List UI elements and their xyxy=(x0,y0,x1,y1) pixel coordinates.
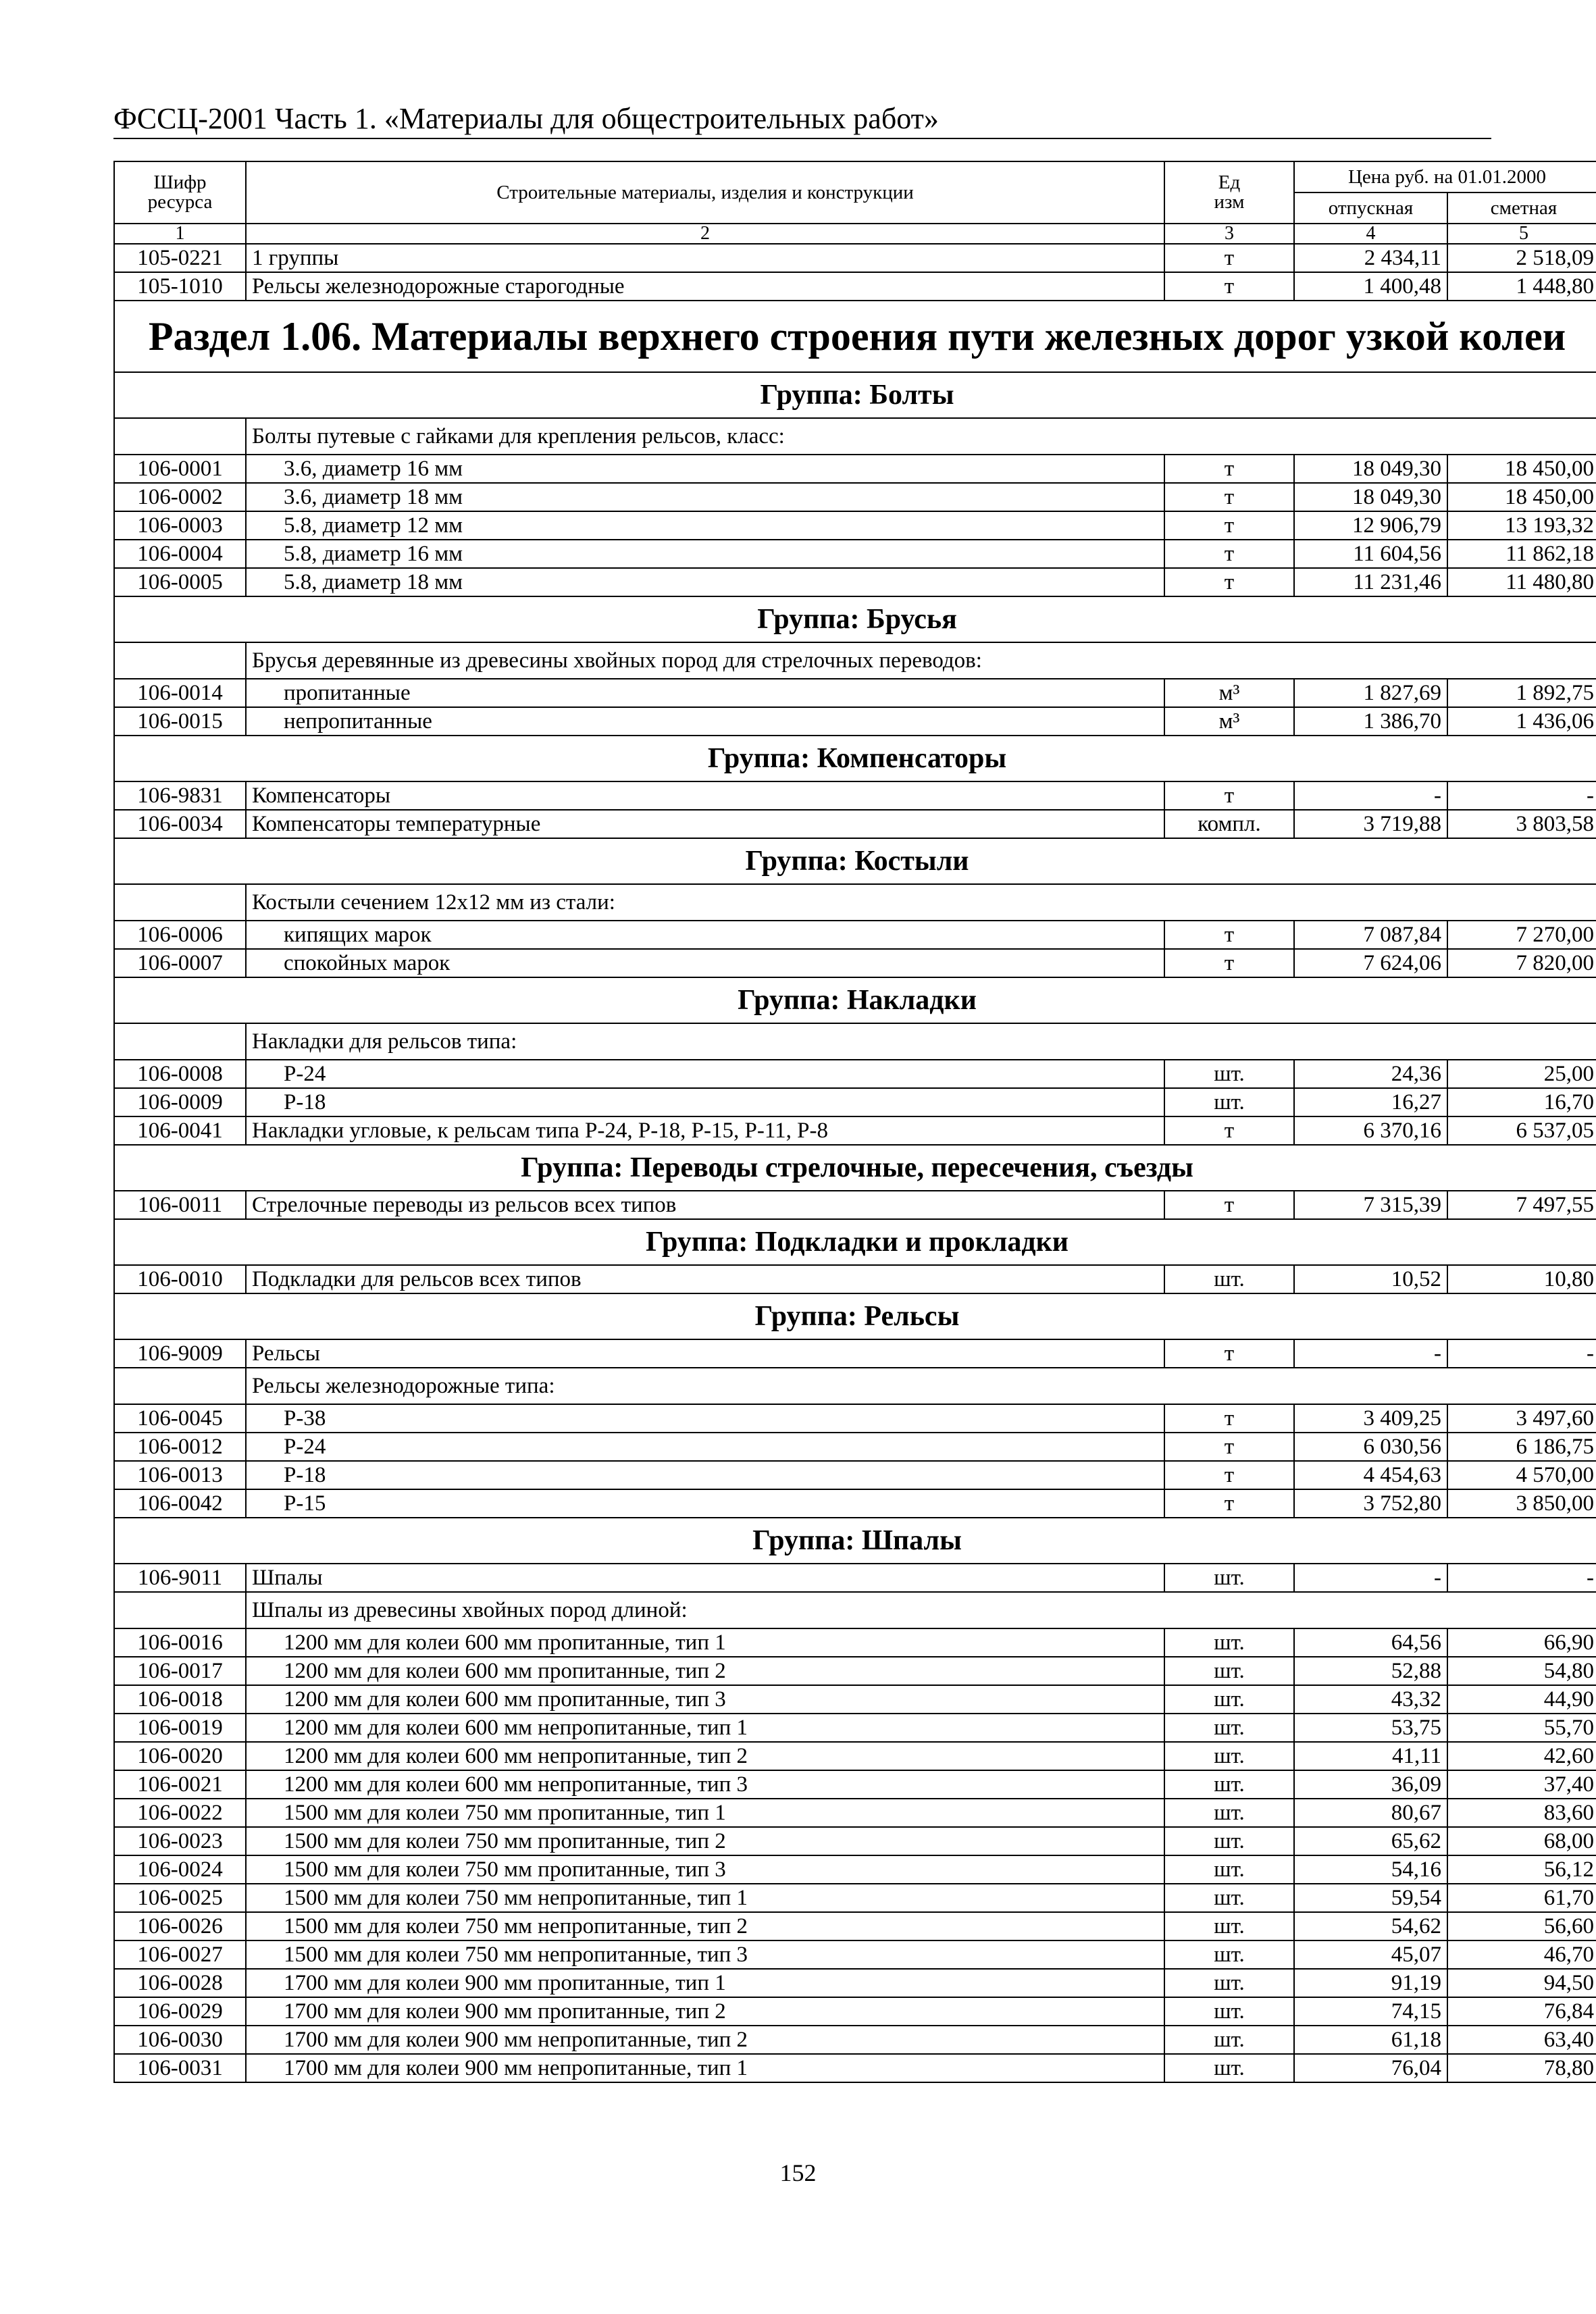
release-price-cell: 52,88 xyxy=(1294,1657,1447,1685)
name-cell: 1200 мм для колеи 600 мм пропитанные, тип 3 xyxy=(246,1685,1164,1714)
code-cell: 106-0031 xyxy=(114,2054,246,2082)
unit-cell: т xyxy=(1164,483,1294,511)
section-title: Раздел 1.06. Материалы верхнего строения пути железных дорог узкой колеи xyxy=(114,301,1596,372)
name-cell: 1700 мм для колеи 900 мм непропитанные, тип 2 xyxy=(246,2026,1164,2054)
code-cell: 106-0020 xyxy=(114,1742,246,1770)
table-row xyxy=(114,1489,1596,1518)
code-cell: 106-0010 xyxy=(114,1265,246,1293)
unit-cell: компл. xyxy=(1164,810,1294,838)
release-price-cell: 24,36 xyxy=(1294,1060,1447,1088)
table-row xyxy=(114,679,1596,707)
col-header-price: Цена руб. на 01.01.2000 xyxy=(1294,161,1596,192)
table-row xyxy=(114,949,1596,977)
code-cell: 106-0004 xyxy=(114,540,246,568)
table-row xyxy=(114,1997,1596,2026)
col-number: 2 xyxy=(246,224,1164,244)
group-title: Группа: Компенсаторы xyxy=(114,736,1596,781)
group-row xyxy=(114,1518,1596,1564)
release-price-cell: 45,07 xyxy=(1294,1940,1447,1969)
estimate-price-cell: 46,70 xyxy=(1447,1940,1596,1969)
estimate-price-cell: 1 448,80 xyxy=(1447,272,1596,301)
code-cell: 106-0019 xyxy=(114,1714,246,1742)
code-cell: 106-0026 xyxy=(114,1912,246,1940)
name-cell: 1500 мм для колеи 750 мм непропитанные, тип 3 xyxy=(246,1940,1164,1969)
col-header-code xyxy=(114,161,246,224)
group-title: Группа: Брусья xyxy=(114,596,1596,642)
estimate-price-cell: 54,80 xyxy=(1447,1657,1596,1685)
note-text: Костыли сечением 12х12 мм из стали: xyxy=(246,884,1596,921)
group-row xyxy=(114,736,1596,781)
estimate-price-cell: - xyxy=(1447,781,1596,810)
estimate-price-cell: 7 270,00 xyxy=(1447,921,1596,949)
name-cell: 3.6, диаметр 16 мм xyxy=(246,455,1164,483)
estimate-price-cell: 11 480,80 xyxy=(1447,568,1596,596)
release-price-cell: - xyxy=(1294,781,1447,810)
col-number: 3 xyxy=(1164,224,1294,244)
table-row xyxy=(114,511,1596,540)
name-cell: 1200 мм для колеи 600 мм пропитанные, тип 2 xyxy=(246,1657,1164,1685)
unit-cell: т xyxy=(1164,1489,1294,1518)
unit-cell: шт. xyxy=(1164,1770,1294,1799)
unit-cell: шт. xyxy=(1164,1657,1294,1685)
estimate-price-cell: 13 193,32 xyxy=(1447,511,1596,540)
unit-cell: шт. xyxy=(1164,1564,1294,1592)
table-row xyxy=(114,1191,1596,1219)
name-cell: кипящих марок xyxy=(246,921,1164,949)
page-number: 152 xyxy=(779,2159,817,2186)
unit-cell: т xyxy=(1164,540,1294,568)
code-cell: 106-0006 xyxy=(114,921,246,949)
code-cell: 106-0041 xyxy=(114,1116,246,1145)
name-cell: Стрелочные переводы из рельсов всех типов xyxy=(246,1191,1164,1219)
note-code-cell xyxy=(114,418,246,455)
code-cell: 106-0001 xyxy=(114,455,246,483)
name-cell: 1700 мм для колеи 900 мм пропитанные, тип 1 xyxy=(246,1969,1164,1997)
col-header-estimate: сметная xyxy=(1447,192,1596,224)
estimate-price-cell: 66,90 xyxy=(1447,1628,1596,1657)
unit-cell: шт. xyxy=(1164,1714,1294,1742)
estimate-price-cell: 3 497,60 xyxy=(1447,1404,1596,1433)
estimate-price-cell: 44,90 xyxy=(1447,1685,1596,1714)
estimate-price-cell: 6 186,75 xyxy=(1447,1433,1596,1461)
estimate-price-cell: - xyxy=(1447,1339,1596,1368)
group-title: Группа: Подкладки и прокладки xyxy=(114,1219,1596,1265)
table-row xyxy=(114,272,1596,301)
unit-cell: шт. xyxy=(1164,2054,1294,2082)
estimate-price-cell: 42,60 xyxy=(1447,1742,1596,1770)
unit-cell: шт. xyxy=(1164,1912,1294,1940)
code-cell: 106-0014 xyxy=(114,679,246,707)
release-price-cell: 2 434,11 xyxy=(1294,244,1447,272)
table-body xyxy=(114,244,1596,2082)
release-price-cell: 76,04 xyxy=(1294,2054,1447,2082)
estimate-price-cell: 76,84 xyxy=(1447,1997,1596,2026)
table-row xyxy=(114,455,1596,483)
group-title: Группа: Болты xyxy=(114,372,1596,418)
name-cell: Р-18 xyxy=(246,1088,1164,1116)
unit-cell: шт. xyxy=(1164,1884,1294,1912)
group-title: Группа: Переводы стрелочные, пересечения, съезды xyxy=(114,1145,1596,1191)
unit-cell: шт. xyxy=(1164,1088,1294,1116)
code-cell: 106-0029 xyxy=(114,1997,246,2026)
table-row xyxy=(114,707,1596,736)
code-cell: 106-9009 xyxy=(114,1339,246,1368)
code-cell: 106-0008 xyxy=(114,1060,246,1088)
col-number: 1 xyxy=(114,224,246,244)
estimate-price-cell: 61,70 xyxy=(1447,1884,1596,1912)
name-cell: Р-18 xyxy=(246,1461,1164,1489)
name-cell: Накладки угловые, к рельсам типа Р-24, Р-18, Р-15, Р-11, Р-8 xyxy=(246,1116,1164,1145)
unit-cell: шт. xyxy=(1164,1742,1294,1770)
release-price-cell: 3 719,88 xyxy=(1294,810,1447,838)
table-row xyxy=(114,1969,1596,1997)
table-row xyxy=(114,1088,1596,1116)
release-price-cell: 6 030,56 xyxy=(1294,1433,1447,1461)
name-cell: пропитанные xyxy=(246,679,1164,707)
group-title: Группа: Шпалы xyxy=(114,1518,1596,1564)
table-row xyxy=(114,1657,1596,1685)
release-price-cell: 1 400,48 xyxy=(1294,272,1447,301)
table-row xyxy=(114,810,1596,838)
estimate-price-cell: 18 450,00 xyxy=(1447,455,1596,483)
code-cell: 106-0016 xyxy=(114,1628,246,1657)
name-cell: 1200 мм для колеи 600 мм пропитанные, тип 1 xyxy=(246,1628,1164,1657)
name-cell: 1500 мм для колеи 750 мм непропитанные, тип 2 xyxy=(246,1912,1164,1940)
table-row xyxy=(114,1827,1596,1855)
table-row xyxy=(114,2054,1596,2082)
release-price-cell: 43,32 xyxy=(1294,1685,1447,1714)
section-row xyxy=(114,301,1596,372)
note-row xyxy=(114,884,1596,921)
code-cell: 106-0022 xyxy=(114,1799,246,1827)
release-price-cell: 1 386,70 xyxy=(1294,707,1447,736)
code-cell: 106-0002 xyxy=(114,483,246,511)
release-price-cell: 54,62 xyxy=(1294,1912,1447,1940)
table-row xyxy=(114,1912,1596,1940)
estimate-price-cell: 94,50 xyxy=(1447,1969,1596,1997)
code-cell: 106-0025 xyxy=(114,1884,246,1912)
unit-cell: т xyxy=(1164,455,1294,483)
price-table xyxy=(113,161,1596,2083)
unit-cell: шт. xyxy=(1164,2026,1294,2054)
code-cell: 106-0017 xyxy=(114,1657,246,1685)
group-row xyxy=(114,1145,1596,1191)
name-cell: 1700 мм для колеи 900 мм непропитанные, тип 1 xyxy=(246,2054,1164,2082)
unit-cell: шт. xyxy=(1164,1060,1294,1088)
name-cell: спокойных марок xyxy=(246,949,1164,977)
table-row xyxy=(114,1855,1596,1884)
table-row xyxy=(114,1116,1596,1145)
table-row xyxy=(114,1742,1596,1770)
code-cell: 106-0011 xyxy=(114,1191,246,1219)
estimate-price-cell: 1 436,06 xyxy=(1447,707,1596,736)
estimate-price-cell: 11 862,18 xyxy=(1447,540,1596,568)
unit-cell: м³ xyxy=(1164,679,1294,707)
release-price-cell: 10,52 xyxy=(1294,1265,1447,1293)
estimate-price-cell: - xyxy=(1447,1564,1596,1592)
release-price-cell: 1 827,69 xyxy=(1294,679,1447,707)
estimate-price-cell: 56,60 xyxy=(1447,1912,1596,1940)
unit-cell: т xyxy=(1164,511,1294,540)
note-row xyxy=(114,1592,1596,1628)
table-row xyxy=(114,1060,1596,1088)
table-row xyxy=(114,483,1596,511)
unit-cell: т xyxy=(1164,1191,1294,1219)
name-cell: 1200 мм для колеи 600 мм непропитанные, тип 3 xyxy=(246,1770,1164,1799)
table-row xyxy=(114,1714,1596,1742)
estimate-price-cell: 7 497,55 xyxy=(1447,1191,1596,1219)
unit-cell: т xyxy=(1164,949,1294,977)
col-header-unit xyxy=(1164,161,1294,224)
release-price-cell: 7 087,84 xyxy=(1294,921,1447,949)
estimate-price-cell: 37,40 xyxy=(1447,1770,1596,1799)
estimate-price-cell: 25,00 xyxy=(1447,1060,1596,1088)
release-price-cell: 74,15 xyxy=(1294,1997,1447,2026)
note-row xyxy=(114,642,1596,679)
release-price-cell: 61,18 xyxy=(1294,2026,1447,2054)
note-code-cell xyxy=(114,1592,246,1628)
note-row xyxy=(114,1368,1596,1404)
name-cell: Подкладки для рельсов всех типов xyxy=(246,1265,1164,1293)
col-header-unit-line2: изм xyxy=(1214,191,1245,213)
code-cell: 105-0221 xyxy=(114,244,246,272)
group-row xyxy=(114,1219,1596,1265)
release-price-cell: - xyxy=(1294,1564,1447,1592)
name-cell: 5.8, диаметр 18 мм xyxy=(246,568,1164,596)
note-code-cell xyxy=(114,1023,246,1060)
code-cell: 106-0005 xyxy=(114,568,246,596)
release-price-cell: 36,09 xyxy=(1294,1770,1447,1799)
table-row xyxy=(114,568,1596,596)
table-row xyxy=(114,540,1596,568)
note-code-cell xyxy=(114,1368,246,1404)
unit-cell: шт. xyxy=(1164,1827,1294,1855)
name-cell: 5.8, диаметр 16 мм xyxy=(246,540,1164,568)
unit-cell: т xyxy=(1164,1461,1294,1489)
code-cell: 106-0042 xyxy=(114,1489,246,1518)
release-price-cell: 6 370,16 xyxy=(1294,1116,1447,1145)
col-number: 5 xyxy=(1447,224,1596,244)
release-price-cell: 4 454,63 xyxy=(1294,1461,1447,1489)
table-row xyxy=(114,1404,1596,1433)
note-code-cell xyxy=(114,884,246,921)
release-price-cell: 3 409,25 xyxy=(1294,1404,1447,1433)
unit-cell: шт. xyxy=(1164,1940,1294,1969)
name-cell: 1500 мм для колеи 750 мм пропитанные, тип 2 xyxy=(246,1827,1164,1855)
unit-cell: т xyxy=(1164,921,1294,949)
note-text: Накладки для рельсов типа: xyxy=(246,1023,1596,1060)
name-cell: 1200 мм для колеи 600 мм непропитанные, тип 1 xyxy=(246,1714,1164,1742)
code-cell: 106-0007 xyxy=(114,949,246,977)
code-cell: 106-0027 xyxy=(114,1940,246,1969)
release-price-cell: 3 752,80 xyxy=(1294,1489,1447,1518)
release-price-cell: 59,54 xyxy=(1294,1884,1447,1912)
table-row xyxy=(114,1564,1596,1592)
code-cell: 106-0030 xyxy=(114,2026,246,2054)
release-price-cell: 11 231,46 xyxy=(1294,568,1447,596)
table-row xyxy=(114,1265,1596,1293)
name-cell: Компенсаторы температурные xyxy=(246,810,1164,838)
estimate-price-cell: 10,80 xyxy=(1447,1265,1596,1293)
unit-cell: шт. xyxy=(1164,1997,1294,2026)
group-title: Группа: Рельсы xyxy=(114,1293,1596,1339)
release-price-cell: - xyxy=(1294,1339,1447,1368)
estimate-price-cell: 55,70 xyxy=(1447,1714,1596,1742)
code-cell: 106-0012 xyxy=(114,1433,246,1461)
release-price-cell: 18 049,30 xyxy=(1294,483,1447,511)
name-cell: Шпалы xyxy=(246,1564,1164,1592)
note-row xyxy=(114,1023,1596,1060)
estimate-price-cell: 63,40 xyxy=(1447,2026,1596,2054)
table-row xyxy=(114,1940,1596,1969)
unit-cell: т xyxy=(1164,1433,1294,1461)
group-title: Группа: Костыли xyxy=(114,838,1596,884)
table-row xyxy=(114,244,1596,272)
release-price-cell: 12 906,79 xyxy=(1294,511,1447,540)
estimate-price-cell: 6 537,05 xyxy=(1447,1116,1596,1145)
code-cell: 106-0013 xyxy=(114,1461,246,1489)
release-price-cell: 80,67 xyxy=(1294,1799,1447,1827)
release-price-cell: 41,11 xyxy=(1294,1742,1447,1770)
estimate-price-cell: 7 820,00 xyxy=(1447,949,1596,977)
page-header-title: ФССЦ-2001 Часть 1. «Материалы для общестроительных работ» xyxy=(113,102,939,135)
name-cell: 1500 мм для колеи 750 мм пропитанные, тип 3 xyxy=(246,1855,1164,1884)
code-cell: 106-0028 xyxy=(114,1969,246,1997)
estimate-price-cell: 3 803,58 xyxy=(1447,810,1596,838)
release-price-cell: 65,62 xyxy=(1294,1827,1447,1855)
table-row xyxy=(114,1685,1596,1714)
unit-cell: т xyxy=(1164,781,1294,810)
code-cell: 106-0009 xyxy=(114,1088,246,1116)
table-row xyxy=(114,1628,1596,1657)
estimate-price-cell: 78,80 xyxy=(1447,2054,1596,2082)
unit-cell: т xyxy=(1164,272,1294,301)
note-row xyxy=(114,418,1596,455)
header-rule xyxy=(113,138,1491,139)
release-price-cell: 64,56 xyxy=(1294,1628,1447,1657)
unit-cell: шт. xyxy=(1164,1855,1294,1884)
name-cell: 1700 мм для колеи 900 мм пропитанные, тип 2 xyxy=(246,1997,1164,2026)
estimate-price-cell: 4 570,00 xyxy=(1447,1461,1596,1489)
name-cell: 3.6, диаметр 18 мм xyxy=(246,483,1164,511)
release-price-cell: 7 315,39 xyxy=(1294,1191,1447,1219)
name-cell: 5.8, диаметр 12 мм xyxy=(246,511,1164,540)
name-cell: Р-15 xyxy=(246,1489,1164,1518)
name-cell: 1500 мм для колеи 750 мм пропитанные, тип 1 xyxy=(246,1799,1164,1827)
note-text: Болты путевые с гайками для крепления рельсов, класс: xyxy=(246,418,1596,455)
code-cell: 106-0015 xyxy=(114,707,246,736)
release-price-cell: 11 604,56 xyxy=(1294,540,1447,568)
release-price-cell: 54,16 xyxy=(1294,1855,1447,1884)
group-row xyxy=(114,838,1596,884)
release-price-cell: 7 624,06 xyxy=(1294,949,1447,977)
estimate-price-cell: 56,12 xyxy=(1447,1855,1596,1884)
code-cell: 106-0018 xyxy=(114,1685,246,1714)
note-code-cell xyxy=(114,642,246,679)
estimate-price-cell: 83,60 xyxy=(1447,1799,1596,1827)
table-row xyxy=(114,921,1596,949)
col-header-release: отпускная xyxy=(1294,192,1447,224)
code-cell: 106-0045 xyxy=(114,1404,246,1433)
unit-cell: т xyxy=(1164,1404,1294,1433)
table-header xyxy=(114,161,1596,244)
note-text: Шпалы из древесины хвойных пород длиной: xyxy=(246,1592,1596,1628)
table-row xyxy=(114,1770,1596,1799)
unit-cell: шт. xyxy=(1164,1799,1294,1827)
code-cell: 106-0003 xyxy=(114,511,246,540)
unit-cell: шт. xyxy=(1164,1265,1294,1293)
code-cell: 106-0024 xyxy=(114,1855,246,1884)
release-price-cell: 91,19 xyxy=(1294,1969,1447,1997)
estimate-price-cell: 68,00 xyxy=(1447,1827,1596,1855)
group-title: Группа: Накладки xyxy=(114,977,1596,1023)
name-cell: 1500 мм для колеи 750 мм непропитанные, тип 1 xyxy=(246,1884,1164,1912)
table-row xyxy=(114,1461,1596,1489)
code-cell: 106-0023 xyxy=(114,1827,246,1855)
estimate-price-cell: 18 450,00 xyxy=(1447,483,1596,511)
name-cell: Р-38 xyxy=(246,1404,1164,1433)
unit-cell: т xyxy=(1164,1116,1294,1145)
group-row xyxy=(114,596,1596,642)
table-row xyxy=(114,1799,1596,1827)
table-row xyxy=(114,1433,1596,1461)
note-text: Брусья деревянные из древесины хвойных пород для стрелочных переводов: xyxy=(246,642,1596,679)
col-header-code-line2: ресурса xyxy=(147,191,213,213)
estimate-price-cell: 2 518,09 xyxy=(1447,244,1596,272)
code-cell: 106-9011 xyxy=(114,1564,246,1592)
code-cell: 105-1010 xyxy=(114,272,246,301)
name-cell: 1 группы xyxy=(246,244,1164,272)
group-row xyxy=(114,372,1596,418)
unit-cell: м³ xyxy=(1164,707,1294,736)
col-header-unit-line1: Ед xyxy=(1218,172,1241,193)
name-cell: Рельсы xyxy=(246,1339,1164,1368)
code-cell: 106-0034 xyxy=(114,810,246,838)
code-cell: 106-9831 xyxy=(114,781,246,810)
name-cell: Р-24 xyxy=(246,1060,1164,1088)
table-row xyxy=(114,781,1596,810)
note-text: Рельсы железнодорожные типа: xyxy=(246,1368,1596,1404)
col-number: 4 xyxy=(1294,224,1447,244)
unit-cell: т xyxy=(1164,568,1294,596)
group-row xyxy=(114,1293,1596,1339)
release-price-cell: 18 049,30 xyxy=(1294,455,1447,483)
unit-cell: т xyxy=(1164,1339,1294,1368)
col-header-name: Строительные материалы, изделия и конструкции xyxy=(246,161,1164,224)
name-cell: непропитанные xyxy=(246,707,1164,736)
col-header-code-line1: Шифр xyxy=(153,172,207,193)
unit-cell: шт. xyxy=(1164,1628,1294,1657)
release-price-cell: 53,75 xyxy=(1294,1714,1447,1742)
estimate-price-cell: 1 892,75 xyxy=(1447,679,1596,707)
table-row xyxy=(114,2026,1596,2054)
release-price-cell: 16,27 xyxy=(1294,1088,1447,1116)
unit-cell: т xyxy=(1164,244,1294,272)
name-cell: Компенсаторы xyxy=(246,781,1164,810)
unit-cell: шт. xyxy=(1164,1685,1294,1714)
estimate-price-cell: 16,70 xyxy=(1447,1088,1596,1116)
table-row xyxy=(114,1339,1596,1368)
name-cell: 1200 мм для колеи 600 мм непропитанные, тип 2 xyxy=(246,1742,1164,1770)
unit-cell: шт. xyxy=(1164,1969,1294,1997)
code-cell: 106-0021 xyxy=(114,1770,246,1799)
group-row xyxy=(114,977,1596,1023)
name-cell: Р-24 xyxy=(246,1433,1164,1461)
estimate-price-cell: 3 850,00 xyxy=(1447,1489,1596,1518)
name-cell: Рельсы железнодорожные старогодные xyxy=(246,272,1164,301)
table-row xyxy=(114,1884,1596,1912)
